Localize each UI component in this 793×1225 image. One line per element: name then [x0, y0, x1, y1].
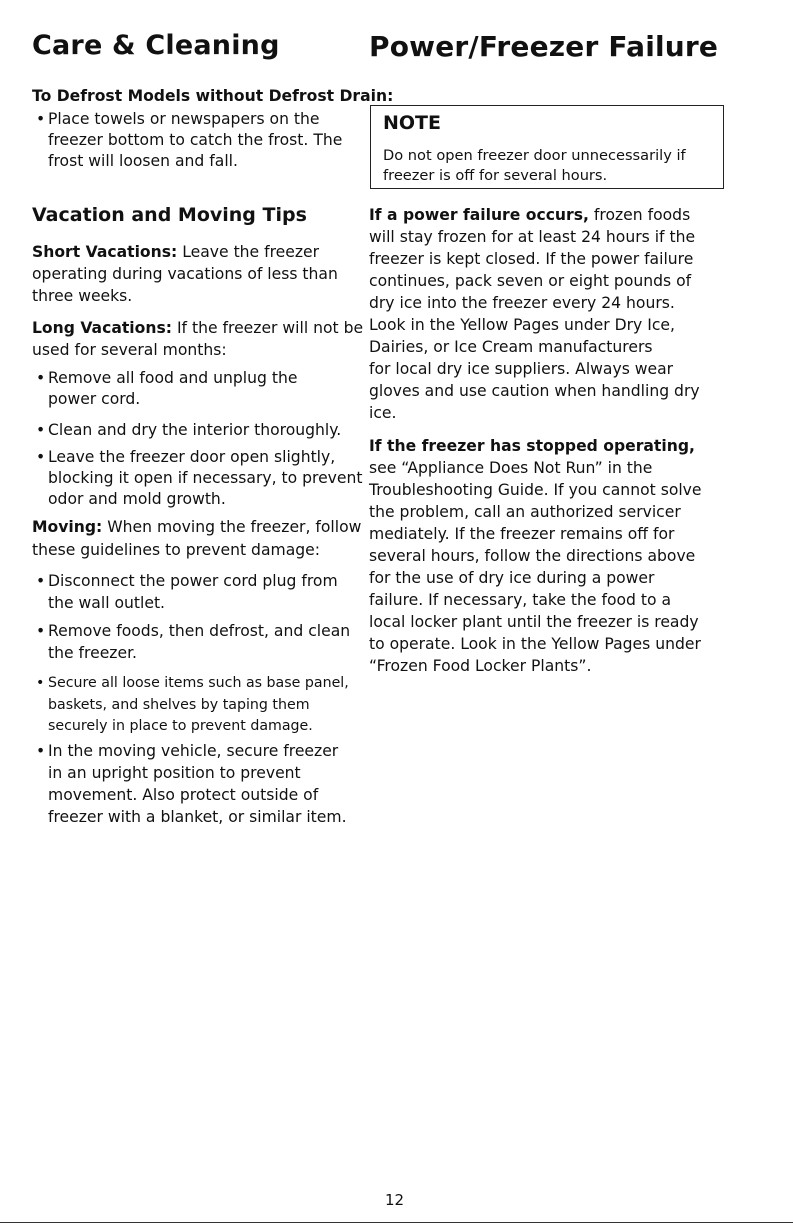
power-line-6: Look in the Yellow Pages under Dry Ice,: [369, 316, 675, 334]
stopped-line-8: local locker plant until the freezer is ready: [369, 613, 699, 631]
section-title-care-cleaning: Care & Cleaning: [32, 30, 280, 61]
vacation-moving-heading: Vacation and Moving Tips: [32, 204, 307, 226]
short-vacations-line-3: three weeks.: [32, 287, 133, 305]
power-line-7: Dairies, or Ice Cream manufacturers: [369, 338, 653, 356]
defrost-line-1: Place towels or newspapers on the: [48, 110, 320, 128]
note-heading: NOTE: [383, 112, 441, 134]
bullet-dot: •: [36, 421, 46, 439]
long-bullet-3-line-2: blocking it open if necessary, to prevent: [48, 469, 363, 487]
moving-bullet-2-line-2: the freezer.: [48, 644, 138, 662]
power-line-10: ice.: [369, 404, 397, 422]
long-vacations-paragraph: [32, 318, 363, 339]
long-bullet-3-line-3: odor and mold growth.: [48, 490, 226, 508]
moving-paragraph: [32, 517, 361, 538]
moving-bullet-1-line-2: the wall outlet.: [48, 594, 166, 612]
power-line-9: gloves and use caution when handling dry: [369, 382, 700, 400]
moving-bullet-3-line-3: securely in place to prevent damage.: [48, 718, 313, 734]
bottom-rule: [0, 1222, 793, 1223]
long-vacations-label: Long Vacations:: [32, 319, 172, 337]
power-failure-paragraph: [369, 205, 690, 226]
bullet-dot: •: [36, 110, 46, 128]
power-line-2: will stay frozen for at least 24 hours if the: [369, 228, 696, 246]
moving-bullet-4-line-2: in an upright position to prevent: [48, 764, 301, 782]
bullet-dot: •: [36, 369, 46, 387]
defrost-line-2: freezer bottom to catch the frost. The: [48, 131, 343, 149]
stopped-line-1: see “Appliance Does Not Run” in the: [369, 459, 653, 477]
stopped-line-5: several hours, follow the directions above: [369, 547, 696, 565]
short-vacations-line-2: operating during vacations of less than: [32, 265, 338, 283]
stopped-line-10: “Frozen Food Locker Plants”.: [369, 657, 592, 675]
moving-bullet-4-line-3: movement. Also protect outside of: [48, 786, 319, 804]
stopped-line-7: failure. If necessary, take the food to a: [369, 591, 672, 609]
long-bullet-2-line-1: Clean and dry the interior thoroughly.: [48, 421, 342, 439]
power-line-3: freezer is kept closed. If the power failure: [369, 250, 694, 268]
power-line-8: for local dry ice suppliers. Always wear: [369, 360, 674, 378]
stopped-line-4: mediately. If the freezer remains off for: [369, 525, 675, 543]
moving-label: Moving:: [32, 518, 103, 536]
power-line-1: frozen foods: [588, 206, 691, 224]
moving-bullet-4-line-1: In the moving vehicle, secure freezer: [48, 742, 339, 760]
long-bullet-1-line-1: Remove all food and unplug the: [48, 369, 298, 387]
power-line-5: dry ice into the freezer every 24 hours.: [369, 294, 675, 312]
moving-bullet-3-line-2: baskets, and shelves by taping them: [48, 696, 310, 713]
short-vacations-label: Short Vacations:: [32, 243, 178, 261]
moving-bullet-2-line-1: Remove foods, then defrost, and clean: [48, 622, 351, 640]
moving-line-1: When moving the freezer, follow: [102, 518, 362, 536]
long-bullet-1-line-2: power cord.: [48, 390, 141, 408]
section-title-power-failure: Power/Freezer Failure: [369, 30, 719, 63]
defrost-line-3: frost will loosen and fall.: [48, 152, 238, 170]
long-vacations-line-1: If the freezer will not be: [171, 319, 364, 337]
bullet-dot: •: [36, 572, 46, 590]
page-number: 12: [385, 1191, 405, 1209]
moving-line-2: these guidelines to prevent damage:: [32, 541, 320, 559]
note-line-2: freezer is off for several hours.: [383, 167, 608, 184]
note-box: [370, 105, 724, 189]
short-vacations-line-1: Leave the freezer: [177, 243, 320, 261]
bullet-dot: •: [36, 448, 46, 466]
stopped-line-3: the problem, call an authorized servicer: [369, 503, 681, 521]
short-vacations-paragraph: [32, 242, 319, 263]
stopped-operating-label: If the freezer has stopped operating,: [369, 437, 695, 455]
long-bullet-3-line-1: Leave the freezer door open slightly,: [48, 448, 336, 466]
stopped-line-6: for the use of dry ice during a power: [369, 569, 655, 587]
bullet-dot: •: [36, 675, 45, 691]
bullet-dot: •: [36, 622, 46, 640]
stopped-line-9: to operate. Look in the Yellow Pages under: [369, 635, 701, 653]
long-vacations-line-2: used for several months:: [32, 341, 227, 359]
moving-bullet-4-line-4: freezer with a blanket, or similar item.: [48, 808, 347, 826]
defrost-heading: To Defrost Models without Defrost Drain:: [32, 87, 394, 105]
note-line-1: Do not open freezer door unnecessarily if: [383, 147, 686, 164]
stopped-line-2: Troubleshooting Guide. If you cannot solve: [369, 481, 702, 499]
power-failure-label: If a power failure occurs,: [369, 206, 589, 224]
bullet-dot: •: [36, 742, 46, 760]
moving-bullet-3-line-1: Secure all loose items such as base panel,: [48, 675, 349, 691]
power-line-4: continues, pack seven or eight pounds of: [369, 272, 692, 290]
moving-bullet-1-line-1: Disconnect the power cord plug from: [48, 572, 338, 590]
